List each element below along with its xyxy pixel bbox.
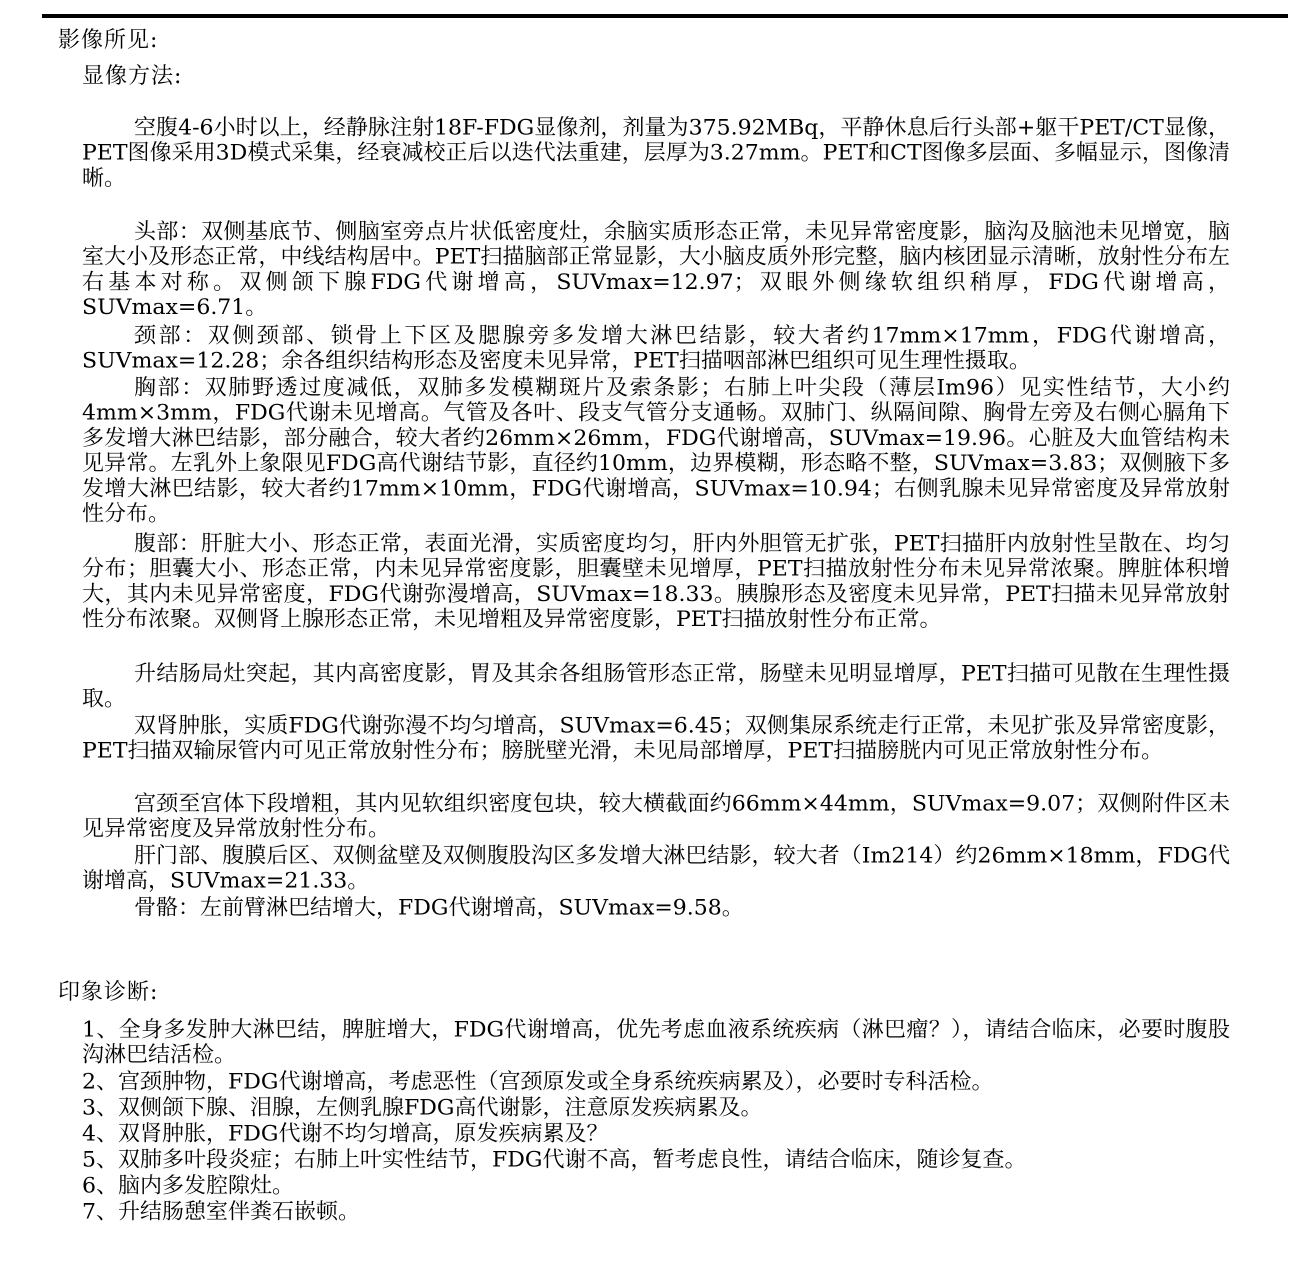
impression-item: 4、双肾肿胀，FDG代谢不均匀增高，原发疾病累及？ [82,1122,609,1147]
method-heading: 显像方法: [82,64,183,89]
impression-heading: 印象诊断: [58,980,159,1005]
impression-item: 7、升结肠憩室伴粪石嵌顿。 [82,1200,360,1225]
method-paragraph: 空腹4-6小时以上，经静脉注射18F-FDG显像剂，剂量为375.92MBq，平静休息后行头部+躯干PET/CT显像，PET图像采用3D模式采集，经衰减校正后以迭代法重建，层厚为3.27mm。PET和CT图像多层面、多幅显示，图像清晰。 [82,116,1230,191]
finding-cervix: 宫颈至宫体下段增粗，其内见软组织密度包块，较大横截面约66mm×44mm，SUVmax=9.07；双侧附件区未见异常密度及异常放射性分布。 [82,792,1230,842]
impression-item: 6、脑内多发腔隙灶。 [82,1174,294,1199]
finding-chest: 胸部：双肺野透过度减低，双肺多发模糊斑片及索条影；右肺上叶尖段（薄层Im96）见实性结节，大小约4mm×3mm，FDG代谢未见增高。气管及各叶、段支气管分支通畅。双肺门、纵隔间隙、胸骨左旁及右侧心膈角下多发增大淋巴结影，部分融合，较大者约26mm×26mm，FDG代谢增高，SUVmax=19.96。心脏及大血管结构未见异常。左乳外上象限见FDG高代谢结节影，直径约10mm，边界模糊，形态略不整，SUVmax=3.83；双侧腋下多发增大淋巴结影，较大者约17mm×10mm，FDG代谢增高，SUVmax=10.94；右侧乳腺未见异常密度及异常放射性分布。 [82,376,1231,527]
findings-heading: 影像所见: [58,28,159,53]
finding-lymph-nodes: 肝门部、腹膜后区、双侧盆壁及双侧腹股沟区多发增大淋巴结影，较大者（Im214）约26mm×18mm，FDG代谢增高，SUVmax=21.33。 [82,844,1230,894]
finding-abdomen: 腹部：肝脏大小、形态正常，表面光滑，实质密度均匀，肝内外胆管无扩张，PET扫描肝内放射性呈散在、均匀分布；胆囊大小、形态正常，内未见异常密度影，胆囊壁未见增厚，PET扫描放射性分布未见异常浓聚。脾脏体积增大，其内未见异常密度，FDG代谢弥漫增高，SUVmax=18.33。胰腺形态及密度未见异常，PET扫描未见异常放射性分布浓聚。双侧肾上腺形态正常，未见增粗及异常密度影，PET扫描放射性分布正常。 [82,532,1230,632]
impression-item: 3、双侧颌下腺、泪腺，左侧乳腺FDG高代谢影，注意原发疾病累及。 [82,1096,763,1121]
finding-neck: 颈部：双侧颈部、锁骨上下区及腮腺旁多发增大淋巴结影，较大者约17mm×17mm，FDG代谢增高，SUVmax=12.28；余各组织结构形态及密度未见异常，PET扫描咽部淋巴组织可见生理性摄取。 [82,324,1230,374]
impression-item: 2、宫颈肿物，FDG代谢增高，考虑恶性（宫颈原发或全身系统疾病累及），必要时专科活检。 [82,1070,994,1095]
impression-item: 5、双肺多叶段炎症；右肺上叶实性结节，FDG代谢不高，暂考虑良性，请结合临床，随诊复查。 [82,1148,1027,1173]
top-divider [42,14,1288,18]
finding-colon: 升结肠局灶突起，其内高密度影，胃及其余各组肠管形态正常，肠壁未见明显增厚，PET扫描可见散在生理性摄取。 [82,662,1230,712]
finding-head: 头部：双侧基底节、侧脑室旁点片状低密度灶，余脑实质形态正常，未见异常密度影，脑沟及脑池未见增宽，脑室大小及形态正常，中线结构居中。PET扫描脑部正常显影，大小脑皮质外形完整，脑内核团显示清晰，放射性分布左右基本对称。双侧颌下腺FDG代谢增高，SUVmax=12.97；双眼外侧缘软组织稍厚，FDG代谢增高，SUVmax=6.71。 [82,220,1230,320]
finding-bone: 骨骼：左前臂淋巴结增大，FDG代谢增高，SUVmax=9.58。 [134,896,744,921]
impression-item: 1、全身多发肿大淋巴结，脾脏增大，FDG代谢增高，优先考虑血液系统疾病（淋巴瘤？），请结合临床，必要时腹股沟淋巴结活检。 [82,1018,1230,1068]
finding-kidney: 双肾肿胀，实质FDG代谢弥漫不均匀增高，SUVmax=6.45；双侧集尿系统走行正常，未见扩张及异常密度影，PET扫描双输尿管内可见正常放射性分布；膀胱壁光滑，未见局部增厚，PET扫描膀胱内可见正常放射性分布。 [82,714,1230,764]
